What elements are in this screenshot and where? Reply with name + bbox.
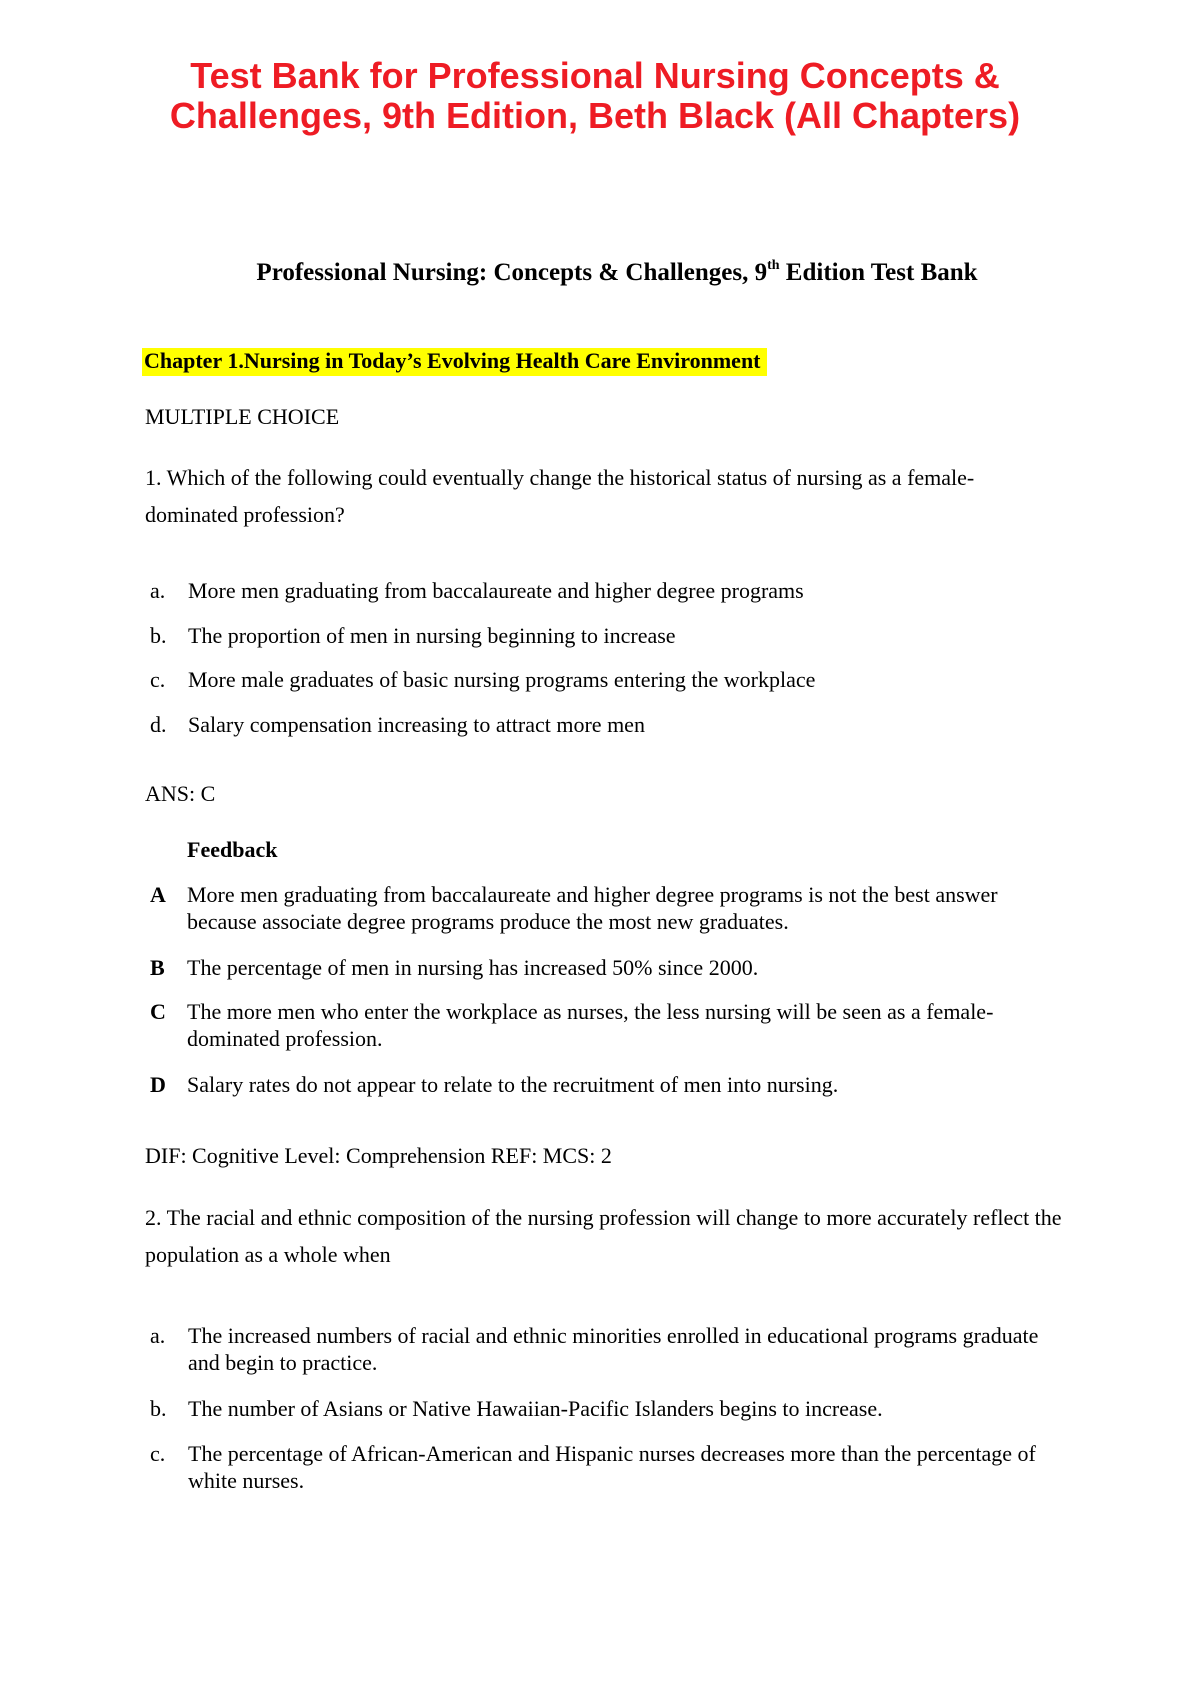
option-text: More men graduating from baccalaureate and higher degree programs <box>188 578 804 603</box>
question-stem: 2. The racial and ethnic composition of the nursing profession will change to more accurately reflect the population as a whole when <box>145 1205 1062 1267</box>
title-suffix: Edition Test Bank <box>779 259 978 286</box>
feedback-row <box>150 1071 1050 1098</box>
feedback-row <box>150 881 1050 935</box>
question-metadata: DIF: Cognitive Level: Comprehension REF: MCS: 2 <box>145 1143 612 1168</box>
option-text: The percentage of African-American and Hispanic nurses decreases more than the percentage of white nurses. <box>188 1441 1036 1493</box>
feedback-text: The percentage of men in nursing has increased 50% since 2000. <box>187 955 759 980</box>
feedback-row <box>150 998 1050 1052</box>
section-heading: MULTIPLE CHOICE <box>145 404 340 429</box>
option-letter: b. <box>150 1396 167 1421</box>
option-text: Salary compensation increasing to attract more men <box>188 712 645 737</box>
answer-key: ANS: C <box>145 781 216 806</box>
answer-option <box>150 1440 1050 1494</box>
option-letter: c. <box>150 1441 166 1466</box>
banner-line-1: Test Bank for Professional Nursing Concepts & <box>190 55 1000 96</box>
feedback-letter: B <box>150 955 165 980</box>
answer-option <box>150 577 1050 604</box>
document-banner <box>0 56 1190 136</box>
feedback-heading: Feedback <box>187 837 278 862</box>
feedback-letter: C <box>150 999 166 1024</box>
option-letter: d. <box>150 712 167 737</box>
option-letter: a. <box>150 1323 166 1348</box>
option-letter: c. <box>150 667 166 692</box>
page-title <box>0 257 1190 289</box>
option-text: The number of Asians or Native Hawaiian-Pacific Islanders begins to increase. <box>188 1396 883 1421</box>
option-text: The increased numbers of racial and ethnic minorities enrolled in educational programs graduate and begin to practice. <box>188 1323 1039 1375</box>
question-stem: 1. Which of the following could eventually change the historical status of nursing as a female-dominated profession? <box>145 465 975 527</box>
option-text: More male graduates of basic nursing programs entering the workplace <box>188 667 816 692</box>
option-letter: a. <box>150 578 166 603</box>
option-letter: b. <box>150 623 167 648</box>
feedback-letter: A <box>150 882 166 907</box>
answer-option <box>150 1395 1050 1422</box>
option-text: The proportion of men in nursing beginning to increase <box>188 623 676 648</box>
feedback-text: More men graduating from baccalaureate and higher degree programs is not the best answer because associate degree programs produce the most new graduates. <box>187 882 998 934</box>
title-prefix: Professional Nursing: Concepts & Challenges, 9 <box>256 259 768 286</box>
feedback-text: Salary rates do not appear to relate to the recruitment of men into nursing. <box>187 1072 839 1097</box>
answer-option <box>150 711 1050 738</box>
feedback-text: The more men who enter the workplace as nurses, the less nursing will be seen as a female-dominated profession. <box>187 999 994 1051</box>
answer-option <box>150 622 1050 649</box>
answer-option <box>150 1322 1050 1376</box>
banner-line-2: Challenges, 9th Edition, Beth Black (All Chapters) <box>169 95 1021 136</box>
feedback-row <box>150 954 1050 981</box>
answer-option <box>150 666 1050 693</box>
title-superscript: th <box>767 258 780 273</box>
feedback-letter: D <box>150 1072 166 1097</box>
chapter-heading: Chapter 1.Nursing in Today’s Evolving Health Care Environment <box>142 348 767 376</box>
